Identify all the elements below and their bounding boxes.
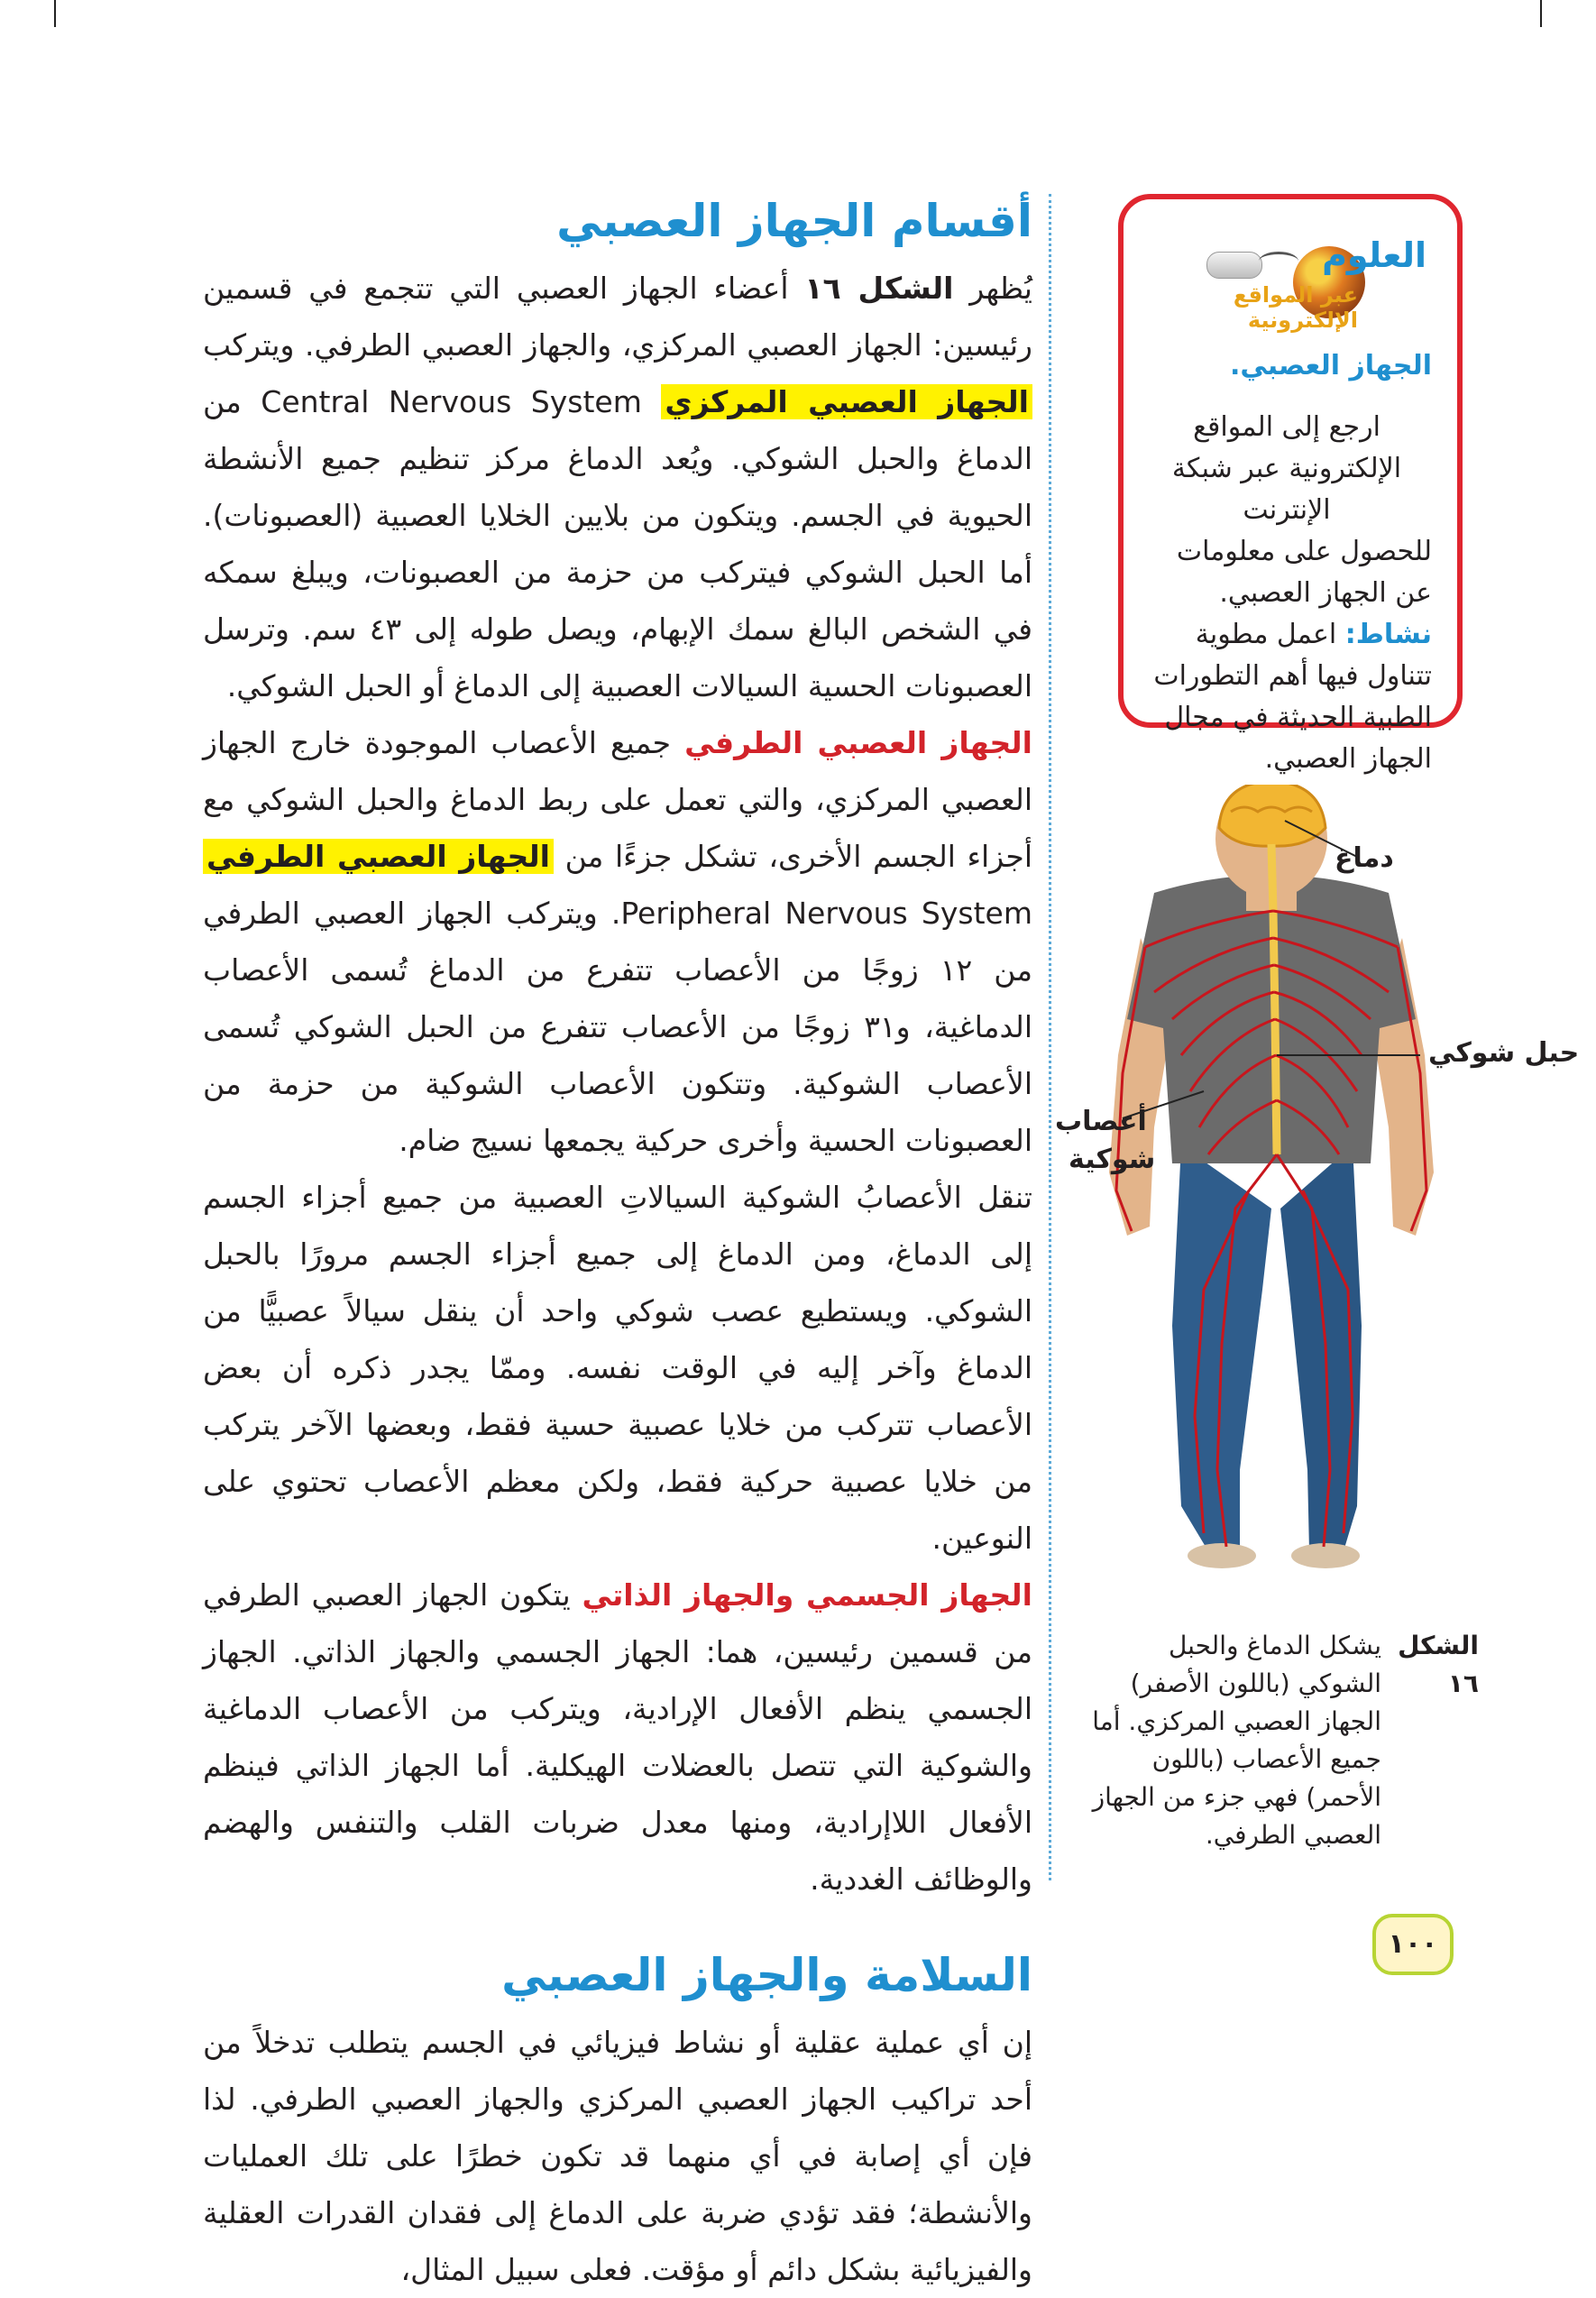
label-brain: دماغ — [1335, 842, 1394, 874]
science-box-text — [1142, 345, 1432, 780]
activity-label: نشاط: — [1344, 619, 1432, 650]
p1-text-2: Central Nervous System من الدماغ والحبل الشوكي. ويُعد الدماغ مركز تنظيم جميع الأنشطة الحيوية في الجسم. ويتكون من بلايين الخلايا العصبية (العصبونات). أما الحبل الشوكي فيتركب من حزمة من العصبونات، ويبلغ سمكه في الشخص البالغ سمك الإبهام، ويصل طوله إلى ٤٣ سم. وترسل العصبونات الحسية السيالات العصبية إلى الدماغ أو الحبل الشوكي. — [203, 384, 1032, 703]
figure-reference: الشكل ١٦ — [804, 271, 954, 306]
term-pns-highlight: الجهاز العصبي الطرفي — [203, 839, 554, 874]
mouse-cable-icon — [1259, 252, 1298, 271]
crop-mark-right — [1540, 0, 1542, 27]
left-foot — [1188, 1543, 1256, 1568]
p4-text-1: يتكون الجهاز العصبي الطرفي من قسمين رئيسين، هما: الجهاز الجسمي والجهاز الذاتي. الجهاز الجسمي ينظم الأفعال الإرادية، ويتركب من الأعصاب الدماغية والشوكية التي تتصل بالعضلات الهيكلية. أما الجهاز الذاتي فينظم الأفعال اللاإرادية، ومنها معدل ضربات القلب والتنفس والهضم والوظائف الغددية. — [203, 1577, 1032, 1897]
crop-mark-left — [54, 0, 56, 27]
science-online-box — [1118, 194, 1463, 775]
brain — [1219, 785, 1325, 846]
caption-label: الشكل ١٦ — [1398, 1631, 1479, 1698]
science-logo-subtitle: عبر المواقع الإلكترونية — [1233, 282, 1358, 333]
nervous-system-illustration — [1046, 785, 1515, 1596]
science-instruction-2: للحصول على معلومات عن الجهاز العصبي. — [1176, 536, 1432, 609]
label-spinal-nerves-2: شوكية — [1069, 1144, 1156, 1175]
main-text-column — [203, 189, 1032, 2298]
paragraph-spinal-nerves: تنقل الأعصابُ الشوكية السيالاتِ العصبية من جميع أجزاء الجسم إلى الدماغ، ومن الدماغ إلى جميع أجزاء الجسم مرورًا بالحبل الشوكي. ويستطيع عصب شوكي واحد أن ينقل سيالاً عصبيًّا من الدماغ وآخر إليه في الوقت نفسه. وممّا يجدر ذكره أن بعض الأعصاب تتركب من خلايا عصبية حسية فقط، وبعضها الآخر يتركب من خلايا عصبية حركية فقط، ولكن معظم الأعصاب تحتوي على النوعين. — [203, 1180, 1032, 1556]
paragraph-somatic-autonomic — [203, 1567, 1032, 1907]
label-spinal-cord: حبل شوكي — [1428, 1037, 1580, 1069]
science-topic: الجهاز العصبي. — [1230, 350, 1432, 381]
section-title-divisions: أقسام الجهاز العصبي — [556, 195, 1032, 247]
term-somatic-autonomic: الجهاز الجسمي والجهاز الذاتي — [582, 1577, 1032, 1613]
paragraph-cns — [203, 260, 1032, 714]
p2-text-2: Peripheral Nervous System. ويتركب الجهاز العصبي الطرفي من ١٢ زوجًا من الأعصاب تتفرع من الدماغ تُسمى الأعصاب الدماغية، و٣١ زوجًا من الأعصاب تتفرع من الحبل الشوكي تُسمى الأعصاب الشوكية. وتتكون الأعصاب الشوكية من حزمة من العصبونات الحسية وأخرى حركية يجمعها نسيج ضام. — [203, 896, 1032, 1158]
p1-prefix: يُظهر — [969, 271, 1032, 306]
term-pns-red: الجهاز العصبي الطرفي — [684, 725, 1032, 760]
page-number: ١٠٠ — [1372, 1914, 1454, 1975]
science-logo-title: العلوم — [1322, 235, 1426, 275]
p2-text-1: جميع الأعصاب الموجودة خارج الجهاز العصبي المركزي، والتي تعمل على ربط الدماغ والحبل الشوكي مع أجزاء الجسم الأخرى، تشكل جزءًا من — [203, 725, 1032, 874]
right-foot — [1291, 1543, 1360, 1568]
spinal-cord — [1271, 844, 1277, 1154]
activity-text: اعمل مطوية تتناول فيها أهم التطورات الطبية الحديثة في مجال الجهاز العصبي. — [1153, 619, 1432, 775]
paragraph-safety: إن أي عملية عقلية أو نشاط فيزيائي في الجسم يتطلب تدخلاً من أحد تراكيب الجهاز العصبي المركزي والجهاز العصبي الطرفي. لذا فإن أي إصابة في أي منهما قد تكون خطرًا على تلك العمليات والأنشطة؛ فقد تؤدي ضربة على الدماغ إلى فقدان القدرات العقلية والفيزيائية بشكل دائم أو مؤقت. فعلى سبيل المثال، — [203, 2025, 1032, 2287]
section-title-safety: السلامة والجهاز العصبي — [501, 1949, 1032, 2001]
caption-text: يشكل الدماغ والحبل الشوكي (باللون الأصفر) الجهاز العصبي المركزي. أما جميع الأعصاب (باللون الأحمر) فهي جزء من الجهاز العصبي الطرفي. — [1092, 1631, 1381, 1850]
label-spinal-nerves-1: أعصاب — [1055, 1106, 1147, 1137]
computer-mouse-icon — [1206, 252, 1262, 279]
p1-text-1: أعضاء الجهاز العصبي التي تتجمع في قسمين رئيسين: الجهاز العصبي المركزي، والجهاز العصبي الطرفي. ويتركب — [203, 271, 1032, 363]
term-cns-highlight: الجهاز العصبي المركزي — [661, 384, 1032, 419]
paragraph-pns — [203, 714, 1032, 1169]
science-instruction-1: ارجع إلى المواقع الإلكترونية عبر شبكة الإنترنت — [1171, 411, 1402, 526]
science-activity — [1142, 614, 1432, 780]
